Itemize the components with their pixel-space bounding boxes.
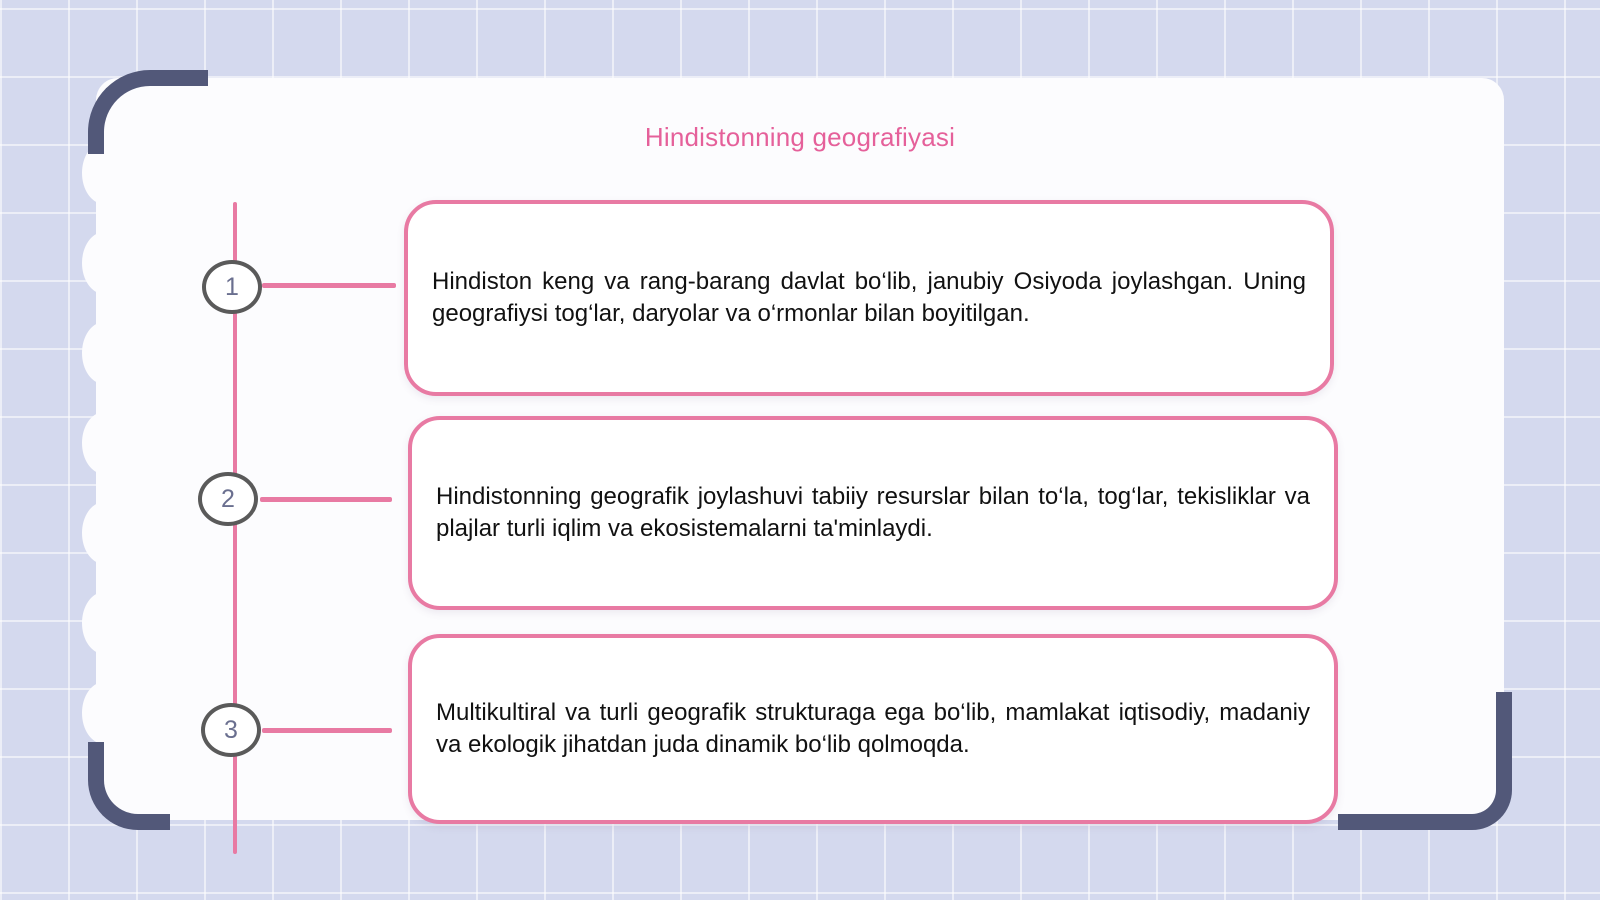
timeline-connector: [260, 497, 392, 502]
slide-title: Hindistonning geografiyasi: [644, 122, 956, 152]
info-text-3: Multikultiral va turli geografik strukturaga ega bo‘lib, mamlakat iqtisodiy, madaniy va ekologik jihatdan juda dinamik bo‘lib qolmoqda.: [436, 699, 1310, 758]
paper-scallop: [82, 412, 126, 474]
paper-scallop: [82, 322, 126, 384]
paper-scallop: [82, 232, 126, 294]
paper-scallop: [82, 592, 126, 654]
timeline-connector: [262, 283, 396, 288]
info-box-3: [408, 634, 1338, 824]
step-number-2: 2: [198, 472, 258, 526]
info-box-2: [408, 416, 1338, 610]
corner-bracket-bottom-right: [1338, 692, 1512, 830]
paper-scallop: [82, 682, 126, 744]
paper-scallop: [82, 502, 126, 564]
timeline-connector: [262, 728, 392, 733]
step-number-3: 3: [201, 703, 261, 757]
info-text-1: Hindiston keng va rang-barang davlat bo‘lib, janubiy Osiyoda joylashgan. Uning geografiysi tog‘lar, daryolar va o‘rmonlar bilan boyitilgan.: [432, 268, 1306, 327]
corner-bracket-bottom-left: [88, 742, 170, 830]
step-number-1: 1: [202, 260, 262, 314]
info-box-1: [404, 200, 1334, 396]
info-text-2: Hindistonning geografik joylashuvi tabiiy resurslar bilan to‘la, tog‘lar, tekisliklar va plajlar turli iqlim va ekosistemalarni ta'minlaydi.: [436, 483, 1310, 542]
